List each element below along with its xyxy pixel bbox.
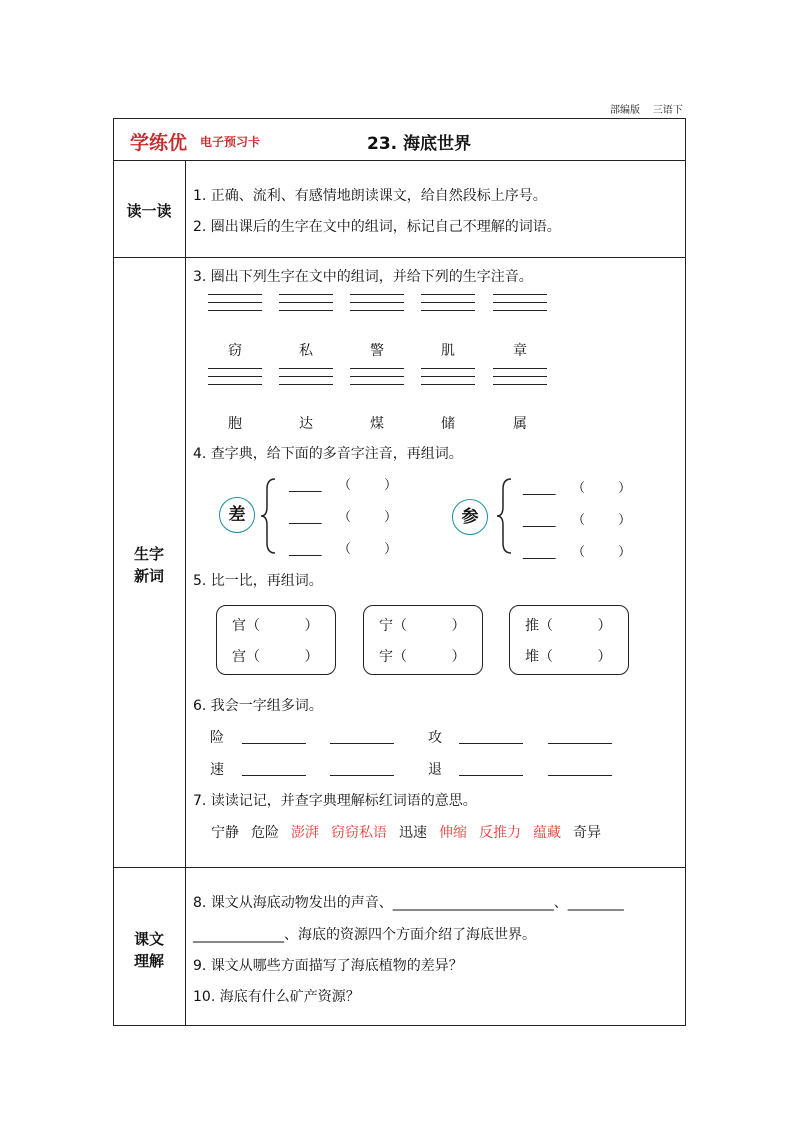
brand-logo: 学练优 xyxy=(130,132,188,154)
polyphone-blank[interactable]: _____ （ ） xyxy=(523,513,632,528)
multi-char: 险 xyxy=(210,730,224,746)
column-divider xyxy=(185,160,186,1026)
section-chars-line1: 生字 xyxy=(133,545,164,563)
compare-row[interactable]: 宁（ ） xyxy=(379,618,466,634)
pinyin-lines[interactable] xyxy=(208,368,262,398)
answer-line[interactable] xyxy=(330,775,394,776)
char-3: 警 xyxy=(370,343,384,359)
compare-row[interactable]: 宫（ ） xyxy=(232,649,319,665)
read-item-1: 1. 正确、流利、有感情地朗读课文，给自然段标上序号。 xyxy=(193,188,547,204)
multi-char: 退 xyxy=(428,762,442,778)
polyphone-circle-1: 差 xyxy=(219,497,255,533)
comp-item-9: 9. 课文从哪些方面描写了海底植物的差异？ xyxy=(193,958,463,974)
answer-line[interactable] xyxy=(242,743,306,744)
multi-char: 速 xyxy=(210,762,224,778)
char-8: 煤 xyxy=(370,416,384,432)
answer-line[interactable] xyxy=(330,743,394,744)
vocab-word: 宁静 xyxy=(211,825,239,841)
answer-line[interactable] xyxy=(459,775,523,776)
polyphone-blank[interactable]: _____ （ ） xyxy=(289,542,398,557)
comp-item-10: 10. 海底有什么矿产资源？ xyxy=(193,989,360,1005)
answer-line[interactable] xyxy=(242,775,306,776)
char-1: 窃 xyxy=(228,343,242,359)
pinyin-lines[interactable] xyxy=(279,294,333,324)
vocab-word: 伸缩 xyxy=(439,825,467,841)
header-divider xyxy=(113,160,686,161)
vocab-word: 窃窃私语 xyxy=(331,825,387,841)
pinyin-lines[interactable] xyxy=(279,368,333,398)
read-item-2: 2. 圈出课后的生字在文中的组词，标记自己不理解的词语。 xyxy=(193,219,561,235)
vocab-word: 反推力 xyxy=(479,825,521,841)
chars-item-6: 6. 我会一字组多词。 xyxy=(193,698,323,714)
section-read-label: 读一读 xyxy=(126,202,172,220)
answer-line[interactable] xyxy=(459,743,523,744)
char-2: 私 xyxy=(299,343,313,359)
pinyin-lines[interactable] xyxy=(493,368,547,398)
pinyin-lines[interactable] xyxy=(350,368,404,398)
vocab-word: 迅速 xyxy=(399,825,427,841)
vocab-word: 危险 xyxy=(251,825,279,841)
char-9: 储 xyxy=(441,416,455,432)
answer-line[interactable] xyxy=(548,743,612,744)
brand-subtitle: 电子预习卡 xyxy=(200,135,261,149)
polyphone-circle-2: 参 xyxy=(452,499,488,535)
polyphone-blank[interactable]: _____ （ ） xyxy=(289,510,398,525)
section-chars-label xyxy=(113,543,185,587)
chars-item-4: 4. 查字典，给下面的多音字注音，再组词。 xyxy=(193,446,463,462)
edition-label: 部编版 三语下 xyxy=(610,105,683,116)
chars-item-7: 7. 读读记记，并查字典理解标红词语的意思。 xyxy=(193,793,477,809)
vocab-word: 奇异 xyxy=(573,825,601,841)
vocab-word: 澎湃 xyxy=(291,825,319,841)
answer-line[interactable] xyxy=(548,775,612,776)
pinyin-lines[interactable] xyxy=(421,368,475,398)
lesson-title: 23. 海底世界 xyxy=(367,134,472,154)
char-6: 胞 xyxy=(228,416,242,432)
char-10: 属 xyxy=(513,416,527,432)
section-comp-label xyxy=(113,928,185,972)
compare-row[interactable]: 堆（ ） xyxy=(525,649,612,665)
brace-icon xyxy=(495,477,513,555)
row-divider-1 xyxy=(113,257,686,258)
vocab-list xyxy=(211,822,613,842)
polyphone-blank[interactable]: _____ （ ） xyxy=(523,545,632,560)
polyphone-blank[interactable]: _____ （ ） xyxy=(289,478,398,493)
pinyin-lines[interactable] xyxy=(350,294,404,324)
pinyin-lines[interactable] xyxy=(493,294,547,324)
char-7: 达 xyxy=(299,416,313,432)
chars-item-3: 3. 圈出下列生字在文中的组词，并给下列的生字注音。 xyxy=(193,269,533,285)
comp-item-8b: _____________、海底的资源四个方面介绍了海底世界。 xyxy=(193,927,536,943)
chars-item-5: 5. 比一比，再组词。 xyxy=(193,573,323,589)
multi-char: 攻 xyxy=(428,730,442,746)
char-4: 肌 xyxy=(441,343,455,359)
comp-item-8a: 8. 课文从海底动物发出的声音、_______________________、________ xyxy=(193,895,624,911)
pinyin-lines[interactable] xyxy=(421,294,475,324)
pinyin-lines[interactable] xyxy=(208,294,262,324)
compare-row[interactable]: 推（ ） xyxy=(525,618,612,634)
vocab-word: 蕴藏 xyxy=(533,825,561,841)
compare-row[interactable]: 宇（ ） xyxy=(379,649,466,665)
polyphone-blank[interactable]: _____ （ ） xyxy=(523,481,632,496)
char-5: 章 xyxy=(513,343,527,359)
section-chars-line2: 新词 xyxy=(133,567,164,585)
row-divider-2 xyxy=(113,867,686,868)
brace-icon xyxy=(259,477,277,555)
section-comp-line1: 课文 xyxy=(133,930,164,948)
compare-row[interactable]: 官（ ） xyxy=(232,618,319,634)
section-comp-line2: 理解 xyxy=(133,952,164,970)
